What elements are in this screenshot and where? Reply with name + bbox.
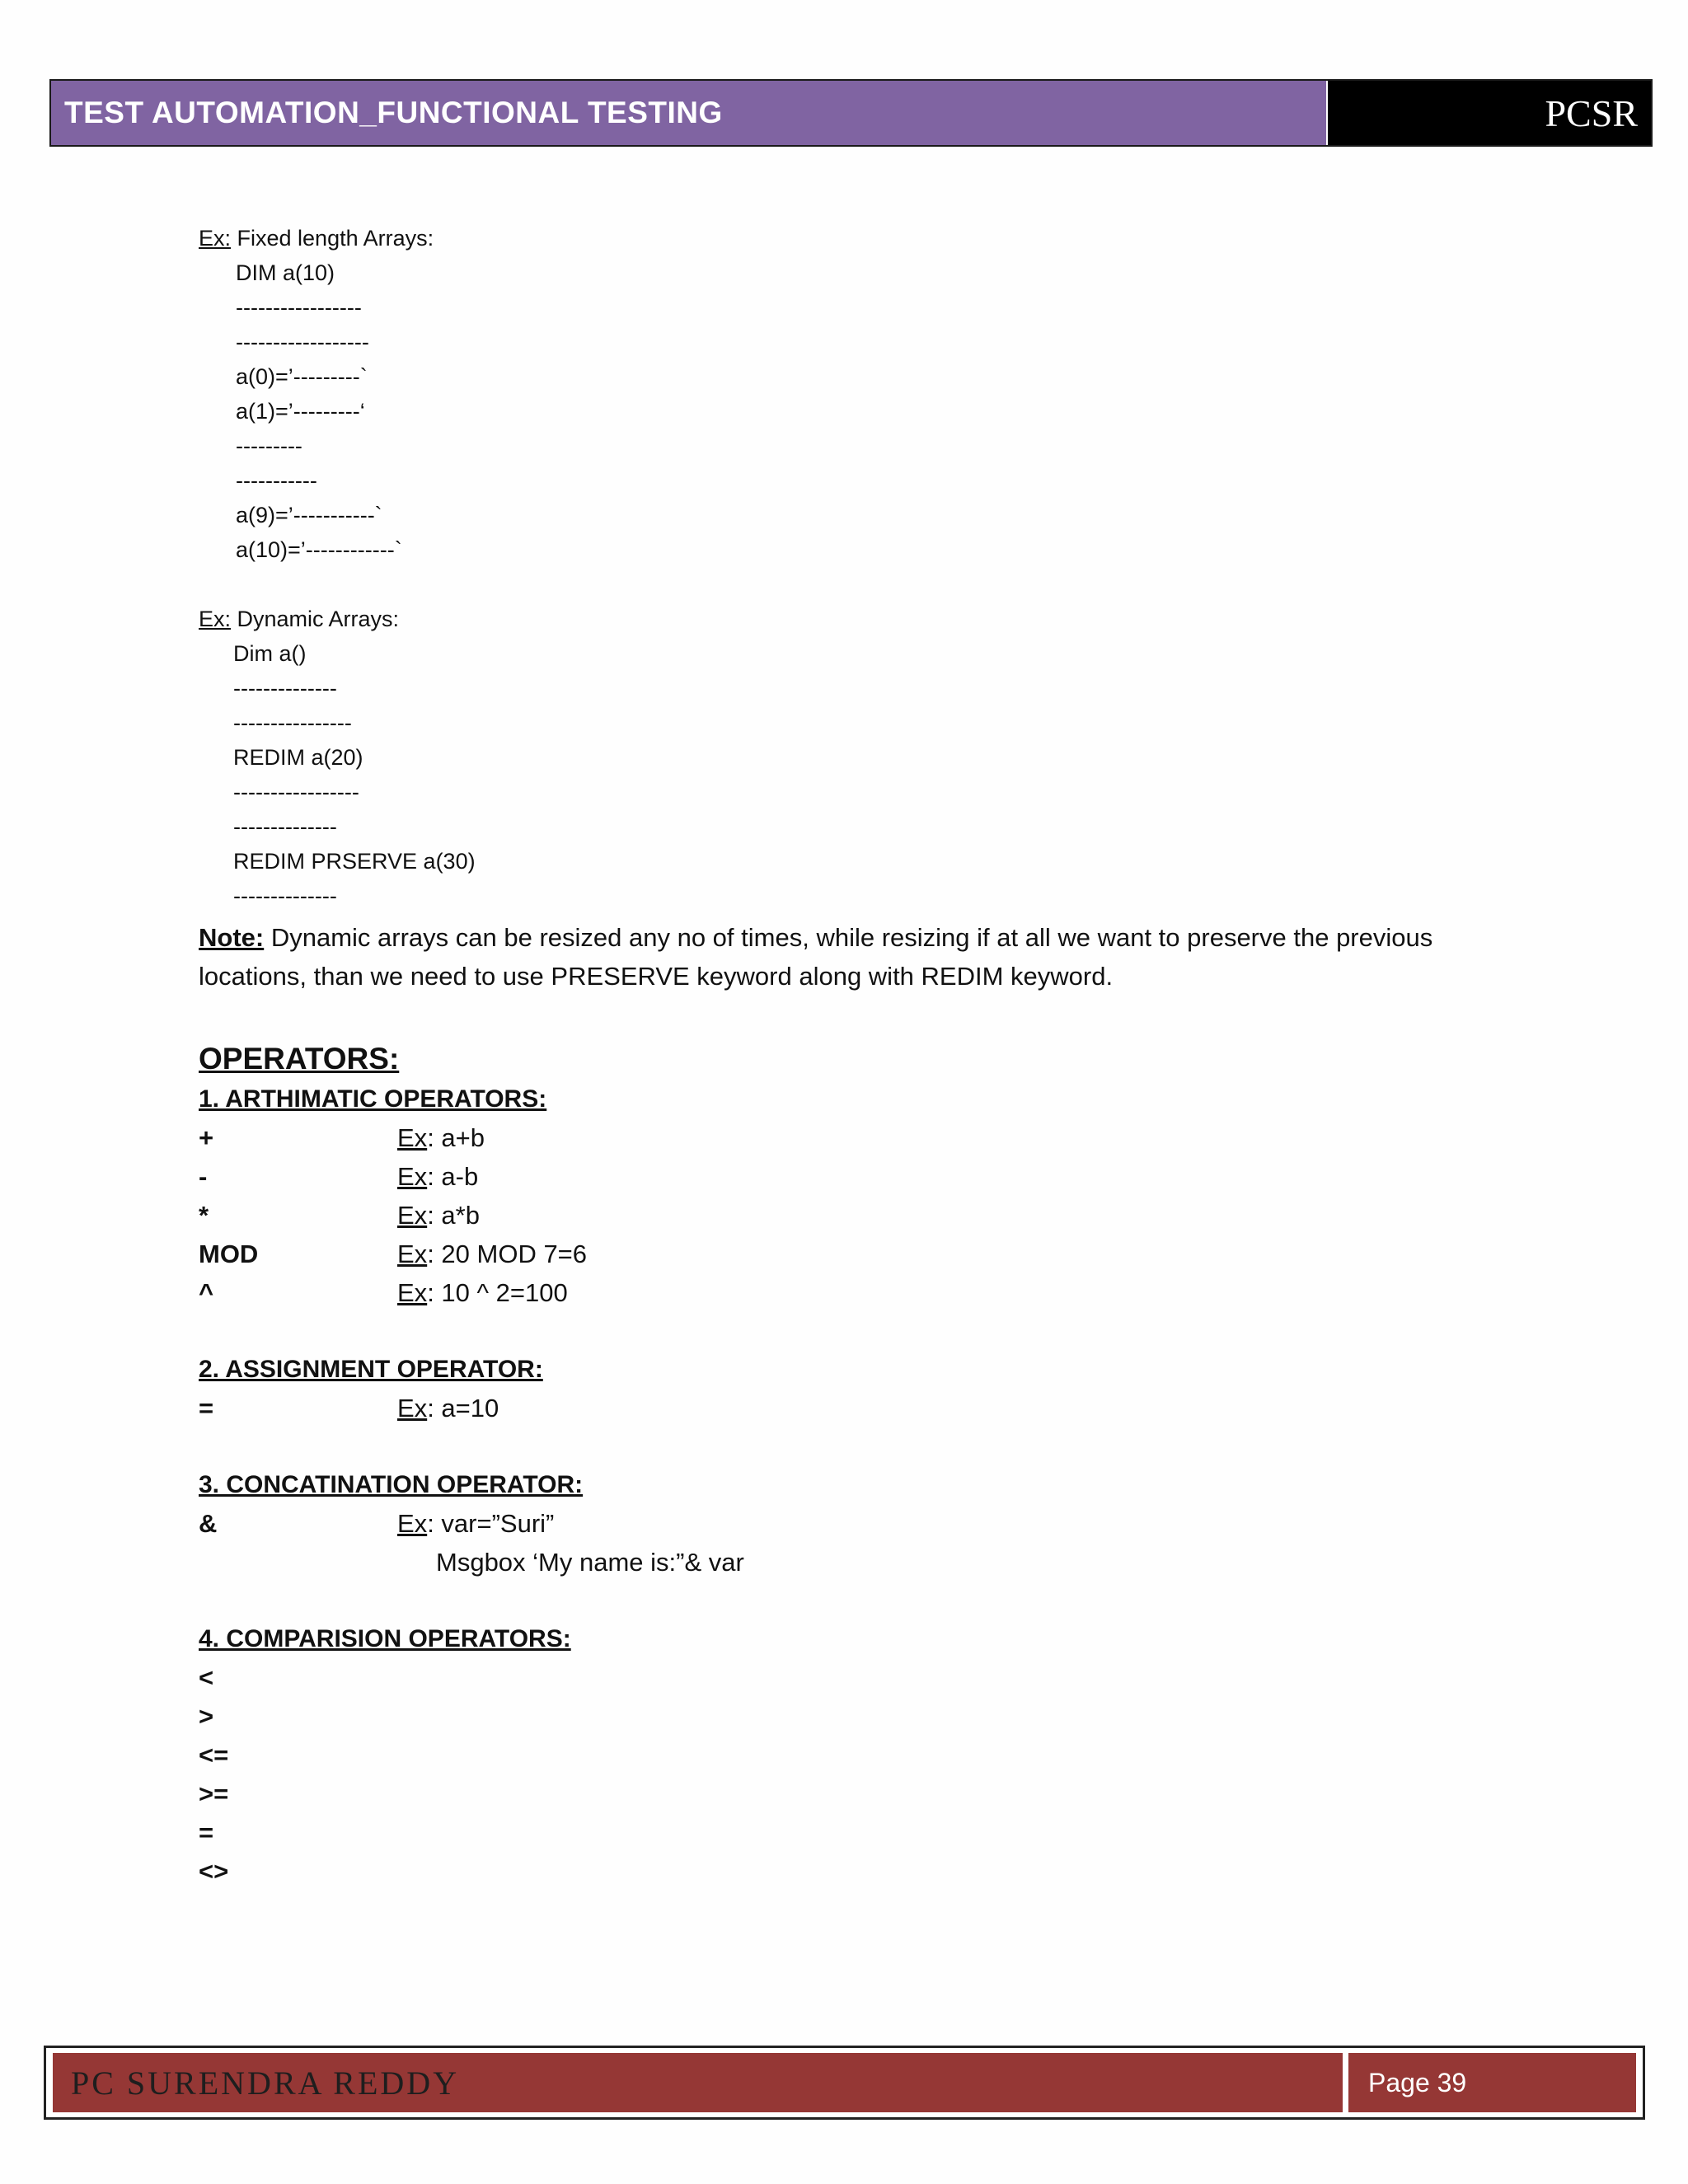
operator-example <box>397 1235 587 1273</box>
dynamic-arrays-title <box>199 602 1517 636</box>
example-text: : a=10 <box>427 1394 499 1422</box>
page-footer <box>44 2046 1645 2120</box>
note-text: Dynamic arrays can be resized any no of times, while resizing if at all we want to preserve the previous locations, than we need to use PRESERVE keyword along with REDIM keyword. <box>199 923 1433 991</box>
operator-symbol: <= <box>199 1741 229 1769</box>
ex-label: Ex <box>397 1278 428 1307</box>
footer-author: PC SURENDRA REDDY <box>71 2064 460 2102</box>
spacer <box>199 1582 1517 1619</box>
ex-label: Ex <box>397 1509 428 1538</box>
operator-row <box>199 1774 1517 1813</box>
operator-row <box>199 1697 1517 1736</box>
operator-symbol: < <box>199 1663 214 1692</box>
code-line: -------------- <box>233 676 337 701</box>
operator-symbol: * <box>199 1201 209 1230</box>
note-paragraph <box>199 918 1484 996</box>
operator-row <box>199 1813 1517 1852</box>
code-line: a(10)=’------------` <box>236 537 402 562</box>
code-line: REDIM PRSERVE a(30) <box>233 849 476 874</box>
operator-symbol: <> <box>199 1857 229 1886</box>
spacer <box>199 1312 1517 1350</box>
ex-label: Ex: <box>199 226 232 251</box>
code-line: a(0)=’---------` <box>236 364 368 389</box>
operator-row <box>199 1736 1517 1774</box>
operator-symbol: = <box>199 1818 214 1847</box>
operator-symbol: >= <box>199 1779 229 1808</box>
concatenation-heading: 3. CONCATINATION OPERATOR: <box>199 1471 584 1498</box>
code-line: DIM a(10) <box>236 260 335 285</box>
example-text: : 20 MOD 7=6 <box>427 1240 588 1268</box>
code-line: a(1)=’---------‘ <box>236 399 365 424</box>
operator-row <box>199 1118 1517 1157</box>
footer-author-bar <box>53 2053 1343 2112</box>
code-line: -------------- <box>233 883 337 908</box>
code-line: REDIM a(20) <box>233 745 363 770</box>
operator-symbol: = <box>199 1394 214 1422</box>
code-line: a(9)=’-----------` <box>236 503 382 527</box>
code-line: -------------- <box>233 814 337 839</box>
spacer <box>199 567 1517 602</box>
header-brand-bar <box>1326 81 1651 145</box>
operator-example <box>397 1273 568 1312</box>
operator-example <box>397 1504 554 1543</box>
operator-row <box>199 1273 1517 1312</box>
example-text: : 10 ^ 2=100 <box>427 1278 568 1307</box>
operator-symbol: MOD <box>199 1240 259 1268</box>
ex-label: Ex <box>397 1162 428 1191</box>
page-number: Page 39 <box>1368 2067 1467 2097</box>
ex-label: Ex <box>397 1240 428 1268</box>
operator-symbol: ^ <box>199 1278 214 1307</box>
spacer <box>199 1427 1517 1465</box>
header-title-bar <box>51 81 1326 145</box>
example-text: : a-b <box>427 1162 479 1191</box>
operator-row <box>199 1157 1517 1196</box>
code-line: ----------- <box>236 468 317 493</box>
operator-row <box>199 1389 1517 1427</box>
ex-label: Ex: <box>199 607 232 631</box>
operator-example <box>397 1118 485 1157</box>
header-title: TEST AUTOMATION_FUNCTIONAL TESTING <box>64 96 723 129</box>
operator-row <box>199 1852 1517 1891</box>
ex-label: Ex <box>397 1201 428 1230</box>
operator-row <box>199 1196 1517 1235</box>
operator-row <box>199 1658 1517 1697</box>
code-line: ----------------- <box>236 295 362 320</box>
operator-symbol: - <box>199 1162 208 1191</box>
ex-label: Ex <box>397 1123 428 1152</box>
footer-page-bar <box>1348 2053 1636 2112</box>
code-line: Dim a() <box>233 641 307 666</box>
code-line: ------------------ <box>236 330 369 354</box>
page-content <box>199 221 1517 1891</box>
example-text: : a*b <box>427 1201 480 1230</box>
comparison-heading: 4. COMPARISION OPERATORS: <box>199 1625 571 1652</box>
dynamic-arrays-label: Dynamic Arrays: <box>231 607 400 631</box>
operators-heading: OPERATORS: <box>199 1042 400 1076</box>
code-line: --------- <box>236 434 302 458</box>
assignment-heading: 2. ASSIGNMENT OPERATOR: <box>199 1356 543 1383</box>
note-label: Note: <box>199 923 265 952</box>
arithmetic-heading: 1. ARTHIMATIC OPERATORS: <box>199 1085 547 1113</box>
ex-label: Ex <box>397 1394 428 1422</box>
header-brand: PCSR <box>1545 91 1638 134</box>
footer-divider <box>1343 2053 1348 2112</box>
operator-row <box>199 1504 1517 1543</box>
page-header <box>49 79 1653 147</box>
operator-symbol: + <box>199 1123 214 1152</box>
operator-symbol: & <box>199 1509 218 1538</box>
code-line: ---------------- <box>233 710 352 735</box>
example-continuation: Msgbox ‘My name is:”& var <box>436 1548 744 1577</box>
example-text: : a+b <box>427 1123 485 1152</box>
operator-example <box>397 1389 499 1427</box>
operator-row <box>199 1235 1517 1273</box>
operator-example <box>397 1196 480 1235</box>
operator-symbol: > <box>199 1702 214 1731</box>
operator-example <box>397 1157 478 1196</box>
fixed-arrays-label: Fixed length Arrays: <box>231 226 434 251</box>
fixed-arrays-title <box>199 221 1517 255</box>
example-text: : var=”Suri” <box>427 1509 555 1538</box>
code-line: ----------------- <box>233 780 359 804</box>
